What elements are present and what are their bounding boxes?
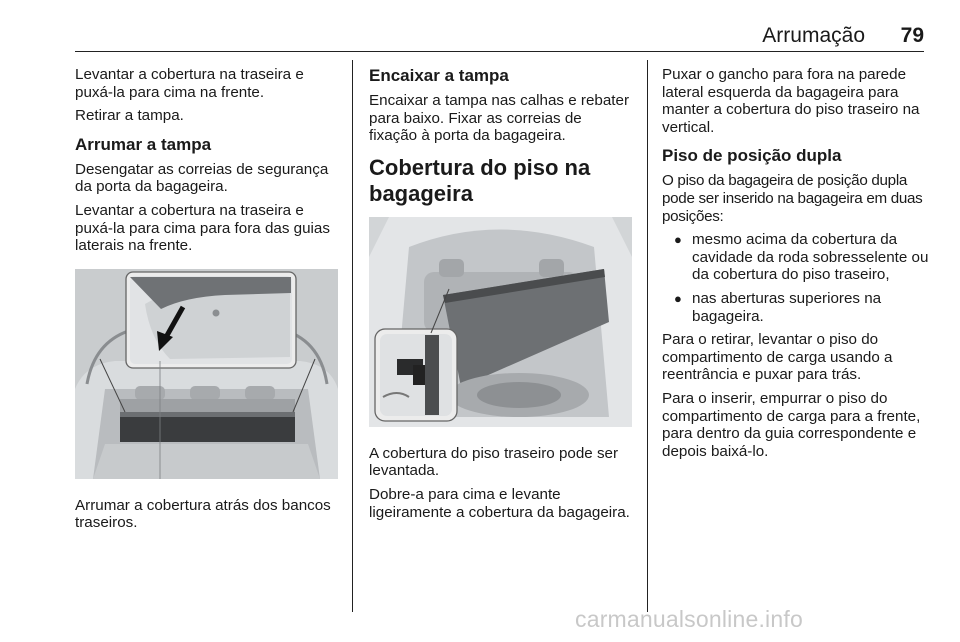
paragraph-insert-floor: Para o inserir, empurrar o piso do compartimento de carga para a frente, para dentro da guia correspondente e depois baixá-lo. xyxy=(662,389,921,460)
figure-caption: Arrumar a cobertura atrás dos bancos traseiros. xyxy=(75,496,331,532)
page-number: 79 xyxy=(900,24,924,47)
column-divider-1 xyxy=(352,60,353,612)
section-heading-floor-cover: Cobertura do piso na bagageira xyxy=(369,154,591,206)
intro-paragraph-1: Levantar a cobertura na traseira e puxá-la para cima na frente. xyxy=(75,66,304,101)
paragraph-fit-cover: Encaixar a tampa nas calhas e rebater para baixo. Fixar as correias de fixação à porta da bagageira. xyxy=(369,92,630,145)
paragraph-lift-cover: Levantar a cobertura na traseira e puxá-la para cima para fora das guias laterais na frente. xyxy=(75,201,330,255)
running-header-title: Arrumação xyxy=(762,24,865,47)
list-item: ● mesmo acima da cobertura da cavidade da roda sobresselente ou da cobertura do piso traseiro, xyxy=(674,231,929,284)
figure-cover-stowed-behind-seats xyxy=(75,269,338,479)
figure-floor-cover-raised xyxy=(369,217,632,427)
column-divider-2 xyxy=(647,60,648,612)
paragraph-remove-floor: Para o retirar, levantar o piso do compartimento de carga usando a reentrância e puxar para trás. xyxy=(662,331,893,384)
bullet-icon: ● xyxy=(674,232,682,248)
column-3 xyxy=(662,66,932,466)
column-1 xyxy=(75,66,340,538)
list-item: ● nas aberturas superiores na bagageira. xyxy=(674,289,882,325)
section-heading-dual-floor: Piso de posição dupla xyxy=(662,146,842,166)
header-rule xyxy=(75,51,924,52)
paragraph-dual-floor-intro: O piso da bagageira de posição dupla pode ser inserido na bagageira em duas posições: xyxy=(662,172,923,225)
paragraph-pull-hook: Puxar o gancho para fora na parede lateral esquerda da bagageira para manter a cobertura do piso traseiro na vertical. xyxy=(662,66,920,136)
watermark: carmanualsonline.info xyxy=(575,606,803,632)
paragraph-release-straps: Desengatar as correias de segurança da porta da bagageira. xyxy=(75,160,329,196)
position-list xyxy=(662,231,932,325)
intro-paragraph-2: Retirar a tampa. xyxy=(75,107,184,125)
section-heading-fit-cover: Encaixar a tampa xyxy=(369,66,509,85)
bullet-icon: ● xyxy=(674,290,682,306)
column-2 xyxy=(369,66,634,527)
paragraph-fold-up: Dobre-a para cima e levante ligeiramente a cobertura da bagageira. xyxy=(369,485,630,521)
paragraph-floor-cover-lift: A cobertura do piso traseiro pode ser levantada. xyxy=(369,444,619,480)
section-heading-stow-cover: Arrumar a tampa xyxy=(75,134,212,154)
